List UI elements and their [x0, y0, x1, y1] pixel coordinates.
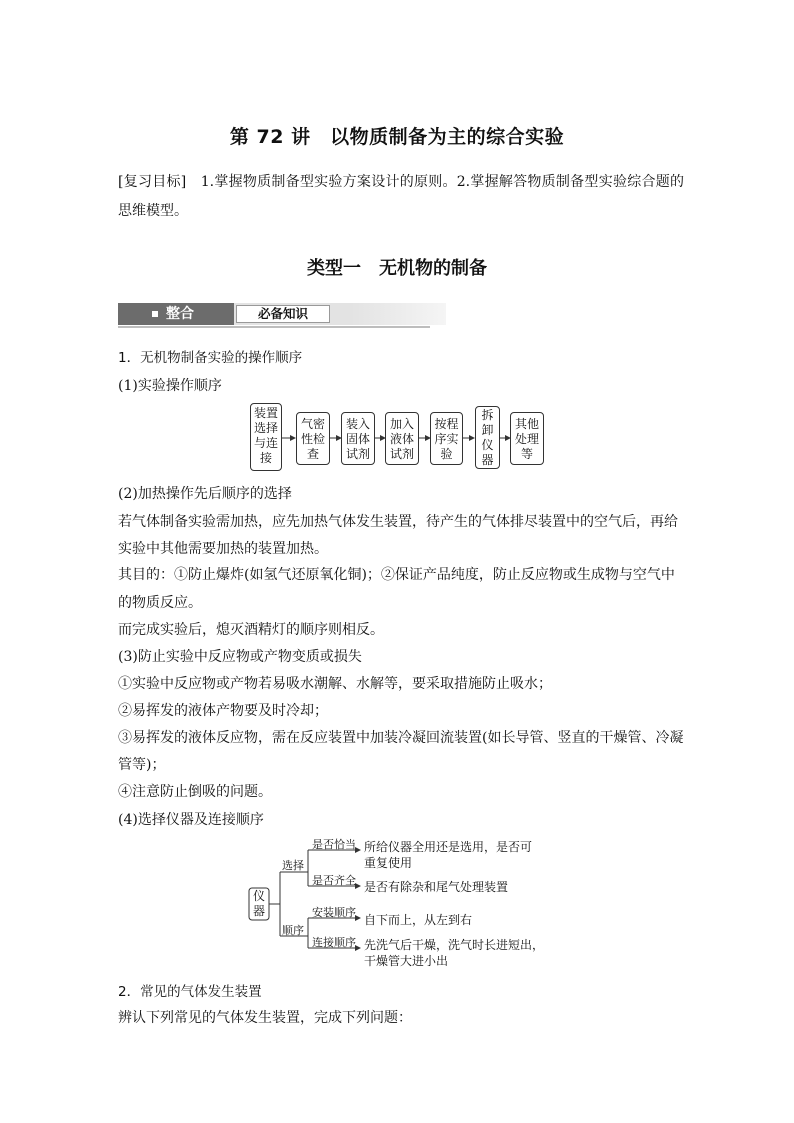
subheading-1: (1)实验操作顺序 [118, 378, 222, 394]
page-title: 第 72 讲 以物质制备为主的综合实验 [229, 126, 565, 148]
flow-step-4 [385, 412, 419, 465]
tree-branch-order: 顺序 [282, 924, 304, 937]
paragraph-line: 其目的：①防止爆炸(如氢气还原氧化铜)；②保证产品纯度，防止反应物或生成物与空气中 [118, 567, 675, 583]
flow-step-7 [510, 412, 544, 465]
list-item: ④注意防止倒吸的问题。 [118, 784, 272, 800]
subheading-4: (4)选择仪器及连接顺序 [118, 812, 264, 828]
paragraph-line: 的物质反应。 [118, 595, 202, 611]
list-item: ②易挥发的液体产物要及时冷却； [118, 703, 328, 719]
flow-step-text: 处理 [514, 432, 539, 446]
flow-step-text: 试剂 [389, 447, 414, 461]
flow-step-text: 其他 [514, 417, 539, 431]
tree-leaf-label: 是否恰当 [312, 838, 356, 851]
instrument-tree-diagram [240, 836, 560, 970]
tree-leaf-text-line: 干燥管大进小出 [364, 954, 449, 968]
tree-leaf-text-line: 所给仪器全用还是选用，是否可 [364, 840, 533, 854]
operation-flowchart [248, 403, 548, 473]
tree-leaf-text: 是否有除杂和尾气处理装置 [364, 880, 509, 894]
type-heading: 类型一 无机物的制备 [307, 258, 487, 279]
banner-left-label: 整合 [166, 306, 194, 322]
flow-step-text: 与连 [253, 436, 278, 450]
banner-rule [118, 326, 430, 328]
flow-step-text: 拆 [481, 408, 494, 422]
flow-step-text: 按程 [434, 417, 459, 431]
flow-step-3 [341, 412, 375, 465]
flow-step-text: 装入 [345, 417, 370, 431]
flow-step-text: 序实 [434, 432, 459, 446]
flow-step-text: 仪 [481, 438, 494, 452]
tree-leaf-text [364, 839, 560, 871]
section1-heading: 1．无机物制备实验的操作顺序 [118, 350, 303, 366]
flow-step-text: 装置 [253, 406, 278, 420]
tree-root-char: 仪 [252, 889, 265, 903]
tree-root [252, 889, 266, 919]
square-icon [152, 311, 158, 317]
flow-step-text: 气密 [300, 417, 325, 431]
review-goals [118, 168, 684, 226]
flow-step-text: 器 [481, 453, 494, 467]
flow-step-5 [430, 412, 463, 465]
tree-branch-select: 选择 [282, 859, 304, 872]
section2-heading: 2．常见的气体发生装置 [118, 984, 262, 1000]
tree-leaf-label: 安装顺序 [312, 906, 356, 919]
flow-step-1 [250, 403, 282, 471]
flow-step-text: 试剂 [345, 447, 370, 461]
banner-left [118, 303, 234, 325]
flow-step-text: 验 [440, 447, 453, 461]
flow-step-text: 加入 [389, 417, 414, 431]
flow-step-text: 选择 [253, 421, 278, 435]
list-item: ③易挥发的液体反应物，需在反应装置中加装冷凝回流装置(如长导管、竖直的干燥管、冷凝 [118, 730, 684, 746]
flow-step-text: 卸 [481, 423, 494, 437]
tree-leaf-text-line: 先洗气后干燥，洗气时长进短出， [364, 938, 545, 952]
flow-step-text: 液体 [389, 432, 414, 446]
list-item: ①实验中反应物或产物若易吸水潮解、水解等，要采取措施防止吸水； [118, 676, 552, 692]
tree-leaf-text [364, 937, 560, 969]
paragraph-line: 而完成实验后，熄灭酒精灯的顺序则相反。 [118, 622, 384, 638]
tree-leaf-text: 自下而上，从左到右 [364, 913, 473, 927]
review-goals-text: 1.掌握物质制备型实验方案设计的原则。2.掌握解答物质制备型实验综合题的思维模型。 [118, 174, 684, 219]
tree-leaf-label: 是否齐全 [312, 874, 356, 887]
flow-step-6 [475, 406, 500, 469]
flow-step-text: 接 [259, 451, 272, 465]
flow-step-text: 等 [520, 447, 533, 461]
list-item: 管等)； [118, 757, 166, 773]
banner-right-label: 必备知识 [236, 305, 330, 323]
subheading-2: (2)加热操作先后顺序的选择 [118, 486, 292, 502]
tree-leaf-text-line: 重复使用 [364, 856, 413, 870]
tree-leaf-label: 连接顺序 [312, 936, 356, 949]
flow-step-text: 固体 [345, 432, 370, 446]
paragraph-line: 实验中其他需要加热的装置加热。 [118, 541, 328, 557]
tree-root-char: 器 [252, 904, 265, 918]
paragraph-line: 若气体制备实验需加热，应先加热气体发生装置，待产生的气体排尽装置中的空气后，再给 [118, 514, 678, 530]
subheading-3: (3)防止实验中反应物或产物变质或损失 [118, 649, 362, 665]
flow-step-text: 性检 [300, 432, 325, 446]
flow-step-2 [296, 412, 330, 465]
section-banner [118, 303, 430, 325]
paragraph-line: 辨认下列常见的气体发生装置，完成下列问题： [118, 1010, 412, 1026]
flow-step-text: 查 [306, 447, 319, 461]
review-goals-tag: [复习目标] [118, 174, 187, 190]
